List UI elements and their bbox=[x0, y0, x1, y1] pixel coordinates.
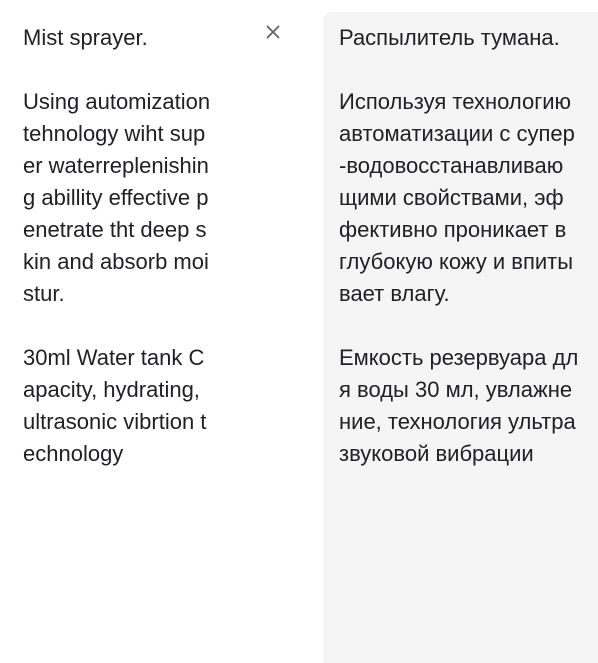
translation-output: Распылитель тумана. Используя технологию автоматизации с супер-водовосстанавливающими свойствами, эффективно проникает в глубокую кожу и впитывает влагу. Емкость резервуара для воды 30 мл, увлажнение, технология ультразвуковой вибрации bbox=[339, 25, 579, 466]
close-icon bbox=[266, 25, 280, 39]
source-text-input[interactable]: Mist sprayer. Using automization tehnology wiht super waterreplenishing abillity effective penetrate tht deep skin and absorb moistur. 30ml Water tank Capacity, hydrating, ultrasonic vibrtion technology bbox=[23, 25, 211, 466]
translation-pane bbox=[323, 12, 598, 663]
clear-source-button[interactable] bbox=[261, 20, 285, 44]
